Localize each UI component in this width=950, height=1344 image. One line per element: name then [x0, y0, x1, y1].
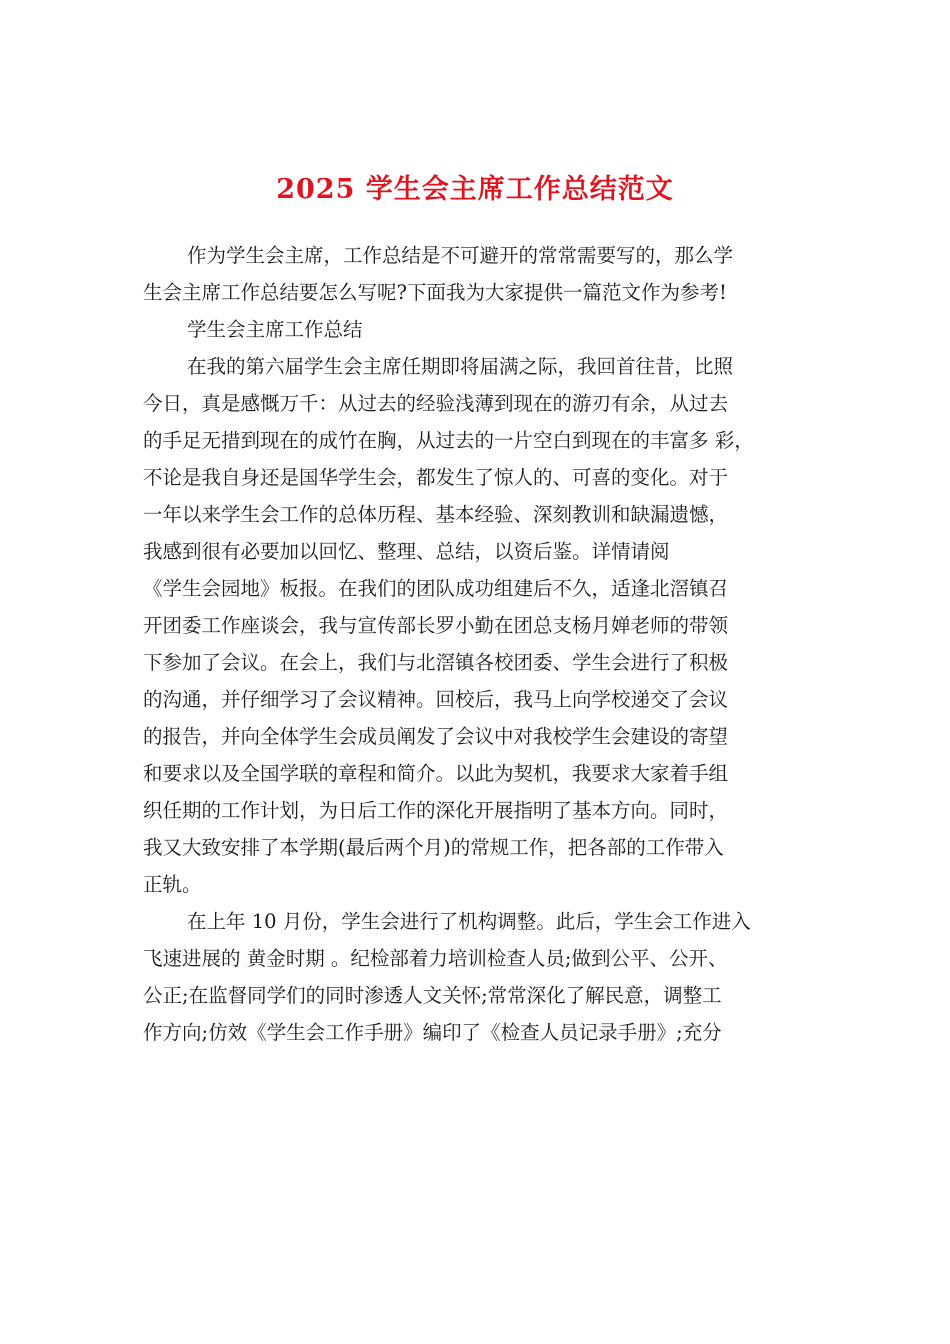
text-line: 作方向;仿效《学生会工作手册》编印了《检查人员记录手册》;充分 [143, 1021, 722, 1044]
text-line: 在我的第六届学生会主席任期即将届满之际，我回首往昔，比照 [187, 355, 734, 378]
text-line: 我又大致安排了本学期(最后两个月)的常规工作，把各部的工作带入 [143, 836, 724, 859]
text-line: 和要求以及全国学联的章程和简介。以此为契机，我要求大家着手组 [143, 762, 729, 785]
text-line: 的手足无措到现在的成竹在胸，从过去的一片空白到现在的丰富多 彩， [143, 429, 754, 452]
document-title: 2025 学生会主席工作总结范文 [276, 174, 674, 205]
text-line: 作为学生会主席，工作总结是不可避开的常常需要写的，那么学 [187, 244, 734, 267]
text-line: 的沟通，并仔细学习了会议精神。回校后，我马上向学校递交了会议 [143, 688, 729, 711]
text-line: 的报告，并向全体学生会成员阐发了会议中对我校学生会建设的寄望 [143, 725, 729, 748]
text-line: 《学生会园地》板报。在我们的团队成功组建后不久，适逢北滘镇召 [143, 577, 729, 600]
text-line: 生会主席工作总结要怎么写呢?下面我为大家提供一篇范文作为参考! [143, 281, 727, 304]
text-line: 我感到很有必要加以回忆、整理、总结，以资后鉴。详情请阅 [143, 540, 670, 563]
text-line: 公正;在监督同学们的同时渗透人文关怀;常常深化了解民意，调整工 [143, 984, 722, 1007]
text-line: 学生会主席工作总结 [187, 318, 363, 341]
text-line: 今日，真是感慨万千：从过去的经验浅薄到现在的游刃有余，从过去 [143, 392, 729, 415]
text-line: 飞速进展的 黄金时期 。纪检部着力培训检查人员;做到公平、公开、 [143, 947, 728, 970]
text-line: 正轨。 [143, 873, 202, 896]
text-line: 织任期的工作计划，为日后工作的深化开展指明了基本方向。同时， [143, 799, 729, 822]
text-line: 开团委工作座谈会，我与宣传部长罗小勤在团总支杨月婵老师的带领 [143, 614, 729, 637]
text-line: 在上年 10 月份，学生会进行了机构调整。此后，学生会工作进入 [187, 910, 751, 933]
document-body [143, 237, 807, 1051]
text-line: 下参加了会议。在会上，我们与北滘镇各校团委、学生会进行了积极 [143, 651, 729, 674]
text-line: 不论是我自身还是国华学生会，都发生了惊人的、可喜的变化。对于 [143, 466, 729, 489]
text-line: 一年以来学生会工作的总体历程、基本经验、深刻教训和缺漏遗憾， [143, 503, 729, 526]
